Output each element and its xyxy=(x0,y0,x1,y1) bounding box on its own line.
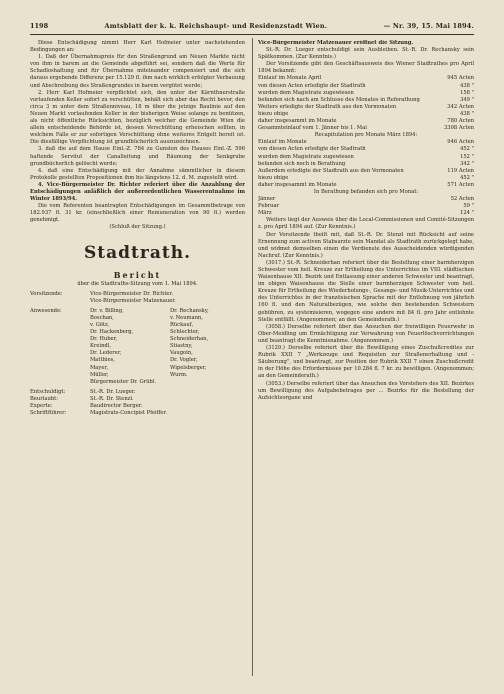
attendee: Wurm. xyxy=(170,371,188,378)
stats-row: hiezu obige 438 " xyxy=(258,110,474,117)
report-subtitle: über die Stadtraths-Sitzung vom 1. Mai 1894. xyxy=(77,280,198,287)
chair-2: Vice-Bürgermeister Matzenauer. xyxy=(90,297,176,304)
paragraph: St.-R. Dr. Lueger entschuldigt sein Ausbleiben. St.-R. Dr. Rechansky sein Spätkommen. (Zur Kenntnis.) xyxy=(258,47,474,61)
paragraph: Der Vorsitzende gibt den Geschäftsausweis des Wiener Stadtrathes pro April 1894 bekannt: xyxy=(258,61,474,75)
attendee: Schneiderhan, xyxy=(170,336,209,343)
attendee: Dr. Huber, xyxy=(90,336,118,343)
recap-title: Recapitulation pro Monate März 1894: xyxy=(314,132,418,139)
expert-label: Experte: xyxy=(30,403,53,410)
header-rule xyxy=(30,34,474,35)
stats-row: daher insgesammt im Monate 571 Acten xyxy=(258,181,474,188)
paragraph: Vice-Bürgermeister Matzenauer eröffnet die Sitzung. xyxy=(258,40,414,46)
stats-table-april xyxy=(258,75,474,132)
attendee: Dr. v. Billing, xyxy=(90,307,124,314)
leave-label: Beurlaubt: xyxy=(30,395,58,402)
pending-title: In Berathung befanden sich pro Monat: xyxy=(313,188,419,195)
session-end: (Schluß der Sitzung.) xyxy=(109,224,166,231)
stats-row: März 124 " xyxy=(258,210,474,217)
attendees-block xyxy=(30,308,245,386)
stats-row: Einlauf im Monate April 945 Acten xyxy=(258,75,474,82)
paragraph: (3058.) Derselbe referiert über das Ansuchen der freiwilligen Feuerwehr in Ober-Meidling um Ermächtigung zur Verwahrung von Feuerlöschvorrichtungen und beantragt die Kenntnisnahme. (Angenommen.) xyxy=(258,323,474,344)
stats-row: befanden sich noch in Berathung 342 " xyxy=(258,160,474,167)
attendee: v. Götz, xyxy=(90,322,110,328)
stats-row: wurden dem Magistrate zugewiesen 158 " xyxy=(258,89,474,96)
paragraph: Diese Entschädigung nimmt Herr Karl Hofmeier unter nachstehenden Bedingungen an: xyxy=(30,40,245,54)
stats-table-pending xyxy=(258,196,474,217)
stats-table-march xyxy=(258,139,474,189)
attendees-label: Anwesende: xyxy=(30,307,62,314)
stats-row: befanden sich nach am Schlusse des Monates in Referathung 349 " xyxy=(258,96,474,103)
stats-row: Einlauf im Monate 946 Acten xyxy=(258,139,474,146)
attendee: Dr. Rechansky, xyxy=(170,307,209,314)
paragraph: 4. Vice-Bürgermeister Dr. Richter referiert über die Anzahlung der Entschädigungen anläßlich der außerordentlichen Wasserentnahme im Winter 1893/94. xyxy=(30,181,245,203)
excused-value: St.-R. Dr. Lueger. xyxy=(90,388,136,395)
gazette-title: Amtsblatt der k. k. Reichshaupt- und Residenzstadt Wien. xyxy=(104,22,328,30)
paragraph: Weiters liegt der Ausweis über die Local-Commissionen und Comité-Sitzungen z. pro April 1894 auf. (Zur Kenntnis.) xyxy=(258,217,474,231)
paragraph: 1. Daß der Übernahmspreis für den Straßengrund am Neuen Markte nicht von ihm in barem an die Gemeinde abgeführt sei, sondern daß die Werte für Schadloshaltung und für Übernahme miteinander compensiert und die sich daraus ergebende Differenz per 15.129 fl. ihm nach wirklich erfolgter Verbauung und Abschreibung des Straßengrundes in barem vergütet werde; xyxy=(30,54,245,89)
chair-1: Vice-Bürgermeister Dr. Richter. xyxy=(90,290,174,297)
stats-row: Außerdem erledigte der Stadtrath aus den Vormonaten 119 Acten xyxy=(258,167,474,174)
attendee: v. Neumann, xyxy=(170,314,203,321)
attendee: Vaugoin, xyxy=(170,350,193,357)
mayor: Bürgermeister Dr. Grübl. xyxy=(90,378,157,385)
attendee: Rückauf, xyxy=(170,322,194,328)
stats-row: von diesen Acten erledigte der Stadtrath 452 " xyxy=(258,146,474,153)
stats-row: wurden dem Magistrate zugewiesen 152 " xyxy=(258,153,474,160)
stats-row: von diesen Acten erledigte der Stadtrath 438 " xyxy=(258,82,474,89)
attendee: Boschan, xyxy=(90,314,114,321)
page-header xyxy=(30,20,474,32)
leave-value: St.-R. Dr. Stenzl. xyxy=(90,395,134,402)
secretary-value: Magistrats-Concipist Pfeiffer. xyxy=(90,410,168,417)
paragraph: 2. Herr Karl Hofmeier verpflichtet sich, den unter der Kärnthnerstraße vorlaufenden Keller sofort zu verschütten, behält sich aber das Recht bevor, den circa 3 m unter dem Straßenniveau, 18 m über die jetzige Baulinie auf den Neuen Markt vorlaufenden Keller in der bisherigen Weise solange zu benützen, als nicht öffentliche Rücksichten, bezüglich welcher die Gemeinde Wien die allein entscheidende Behörde ist, dessen Verschüttung erheischen sollten, in welchem Falle er zur sofortigen Verschüttung ohne weiteres Entgelt bereit ist. Die diesfällige Verpflichtung ist grundbücherlich auszuzeichnen. xyxy=(30,89,245,146)
left-column xyxy=(30,40,245,676)
attendee: Mayer, xyxy=(90,364,108,371)
page-number: 1198 xyxy=(30,22,49,30)
paragraph: 3. daß die auf dem Hause Einl.-Z. 784 zu Gunsten des Hauses Einl.-Z. 596 haftende Servitut der Canalleitung und Räumung der Senkgrube grundbücherlich gelöscht werde; xyxy=(30,146,245,167)
stats-row: daher insgesammt im Monate 780 Acten xyxy=(258,118,474,125)
column-divider xyxy=(252,38,253,676)
issue-info: — Nr. 39, 15. Mai 1894. xyxy=(383,22,474,30)
excused-block xyxy=(30,389,245,417)
paragraph: (3129.) Derselbe referiert über die Bewilligung eines Zuschußcredites zur Rubrik XXII 7 „Werkzeuge und Requisiten zur Straßenerhaltung und -Säuberung", und beantragt, zur Position der Rubrik XXII 7 einen Zuschußcredit in der Höhe des Erfordernisses per 10.284 fl. 7 kr. zu bewilligen. (Angenommen; an den Gemeinderath.) xyxy=(258,345,474,380)
attendee: Dr. Lederer, xyxy=(90,350,122,357)
attendee: Dr. Vogler, xyxy=(170,357,198,364)
stats-row: Jänner 52 Acten xyxy=(258,196,474,203)
attendee: Dr. Hackenberg, xyxy=(90,329,134,336)
stats-row: hiezu obige 452 " xyxy=(258,174,474,181)
report-title: Bericht xyxy=(113,269,162,280)
attendee: Matthies, xyxy=(90,357,115,364)
stats-row: Gesammteinlauf vom 1. Jänner bis 1. Mai 3308 Acten xyxy=(258,125,474,132)
paragraph: 4. daß eine Entschädigung mit der Annahme sämmtlicher in diesem Protokolle gestellten Propositionen ihm bis längstens 12. d. M. zugestellt wird. xyxy=(30,167,245,181)
attendee: Wipelsberger, xyxy=(170,364,207,371)
chair-label: Vorsitzende: xyxy=(30,290,63,297)
stats-row: Februar 59 " xyxy=(258,203,474,210)
stats-row: Weiters erledigte der Stadtrath aus den Vormonaten 342 Acten xyxy=(258,103,474,110)
section-title: Stadtrath. xyxy=(84,242,191,263)
paragraph: Die vom Referenten beantragten Entschädigungen im Gesammtbetrage von 182.937 fl. 31 kr. (einschließlich einer Remuneration von 90 fl.) werden genehmigt. xyxy=(30,203,245,224)
paragraph: (3017.) St.-R. Schneiderhan referiert über die Bestellung einer barmherzigen Schwester vom heil. Kreuze zur Ertheilung des Unterrichtes im VIII. städtischen Waisenhause XII. Bezirk und Entlassung einer anderen Schwester und beantragt, im obigen Waisenhause die Stelle einer barmherzigen Schwester vom heil. Kreuze für Ertheilung des Wiederholungs-, Gesangs- und Musik-Unterrichtes und des Unterrichtes in der französischen Sprache mit der Entlohnung von jährlich 160 fl. und den Naturalbezügen, wie solche den bestehenden Schwestern gebühren, zu systemisieren, wogegen eine andere mit 84 fl. pro Jahr entlohnte Stelle entfällt. (Angenommen; an den Gemeinderath.) xyxy=(258,259,474,323)
paragraph: Der Vorsitzende theilt mit, daß St.-R. Dr. Stenzl mit Rücksicht auf seine Ernennung zum activen Stabsarzte sein Mandat als Stadtrath zurückgelegt habe, und widmet demselben einen die Verdienste des Ausscheidenden würdigenden Nachruf. (Zur Kenntnis.) xyxy=(258,231,474,259)
expert-value: Baudirector Berger. xyxy=(90,403,143,410)
attendee: Stiastny, xyxy=(170,343,193,350)
secretary-label: Schriftführer: xyxy=(30,410,67,417)
attendee: Müller, xyxy=(90,371,109,378)
chair-block xyxy=(30,291,245,305)
right-column xyxy=(258,40,474,676)
attendee: Schlechter, xyxy=(170,329,200,336)
attendee: Kreindl, xyxy=(90,343,112,350)
excused-label: Entschuldigt: xyxy=(30,388,66,395)
paragraph: (3053.) Derselbe referiert über das Ansuchen des Vorstehers des XII. Bezirkes um Bewilligung des Aufgabebetrages per ... Bezirks für die Bestellung der Aufsichtsorgane und xyxy=(258,380,474,401)
